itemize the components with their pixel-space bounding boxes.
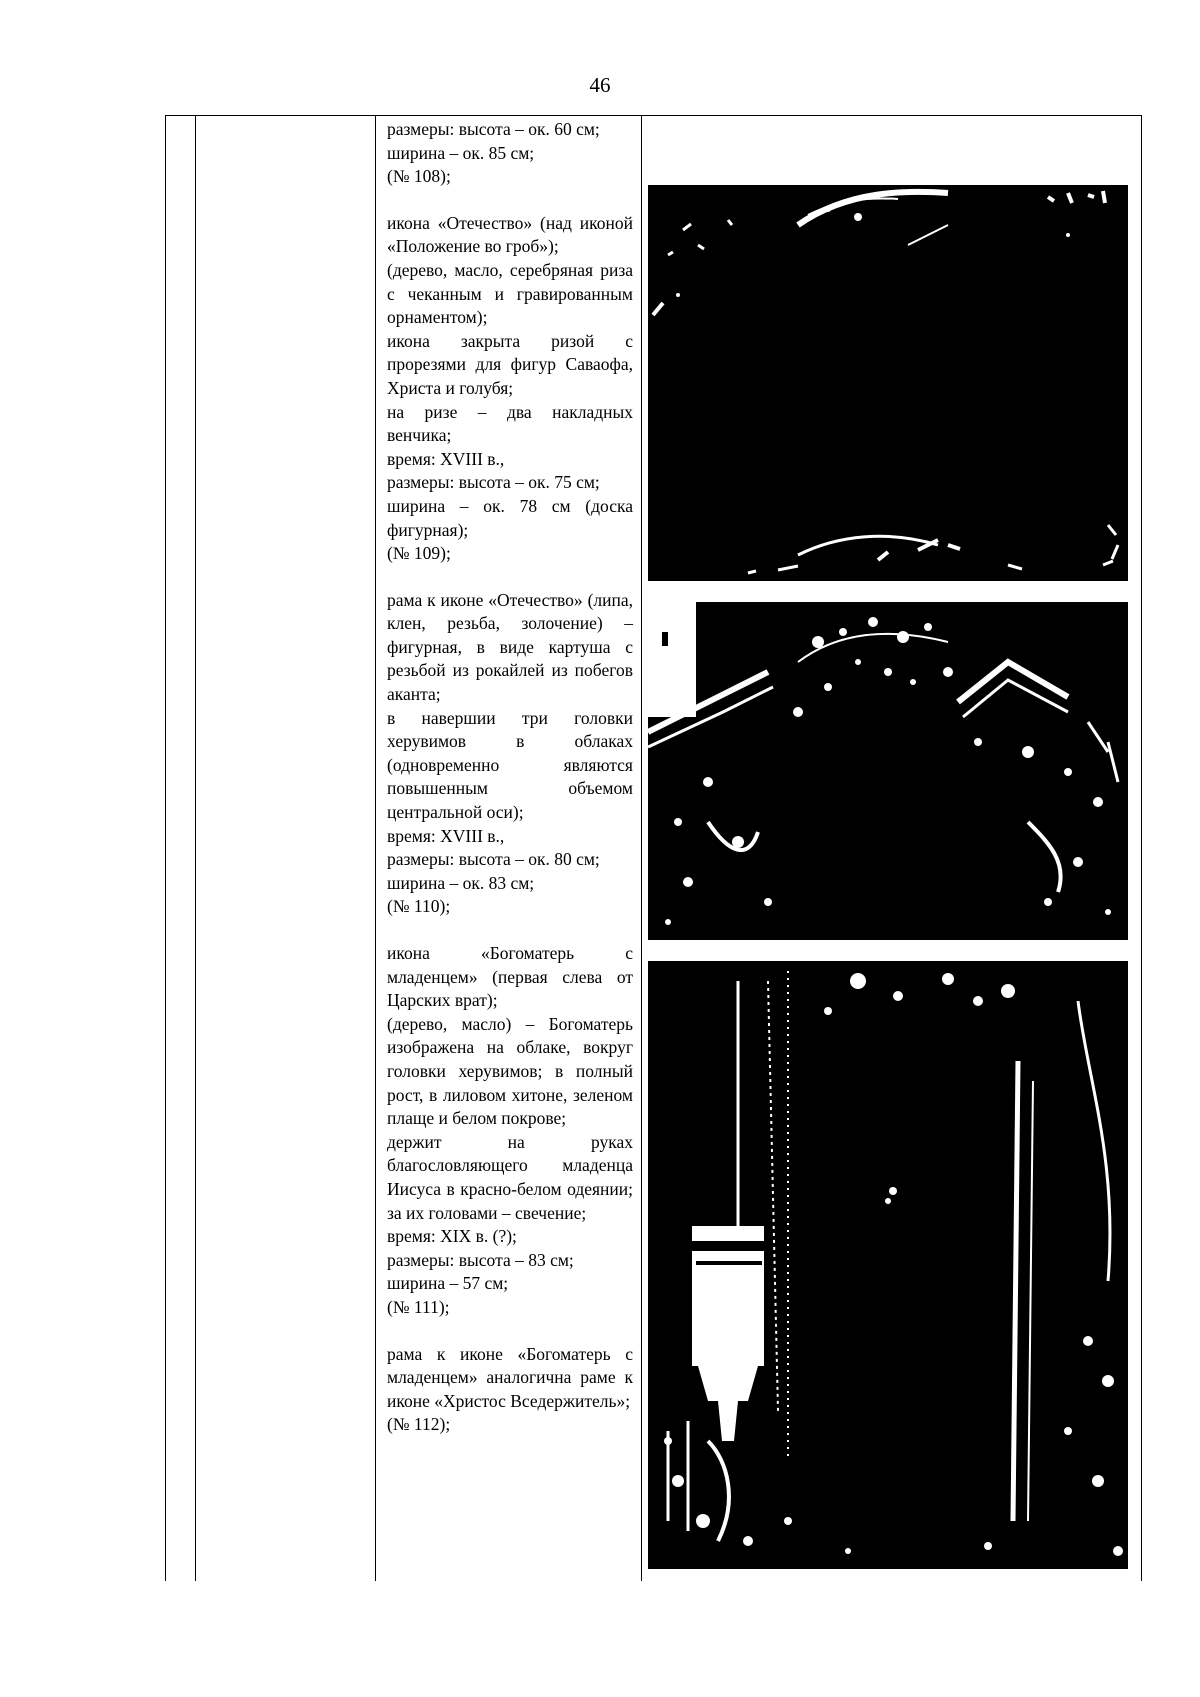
table-left-border [165,115,166,1581]
entry-line: (№ 111); [387,1296,450,1317]
entry-line: на ризе – два накладных венчика; [387,401,633,446]
entry-line: (дерево, масло, серебряная риза с чеканным и гравированным орнаментом); [387,259,633,328]
entry-line: (№ 109); [387,543,451,564]
table-right-border [1141,115,1142,1581]
entry-line: размеры: высота – ок. 60 см; [387,119,600,139]
entry-line: размеры: высота – ок. 75 см; [387,472,600,493]
entry-109 [387,212,633,566]
entry-line: (дерево, масло) – Богоматерь изображена на облаке, вокруг головки херувимов; в полный рост, в лиловом хитоне, зеленом плаще и белом покрове; [387,1013,633,1129]
entry-line: время: XVIII в., [387,448,505,469]
entry-112 [387,1343,633,1437]
entry-line: рама к иконе «Богоматерь с младенцем» аналогична раме к иконе «Христос Вседержитель»; [387,1343,633,1411]
entry-line: размеры: высота – 83 см; [387,1249,574,1270]
entry-108 [387,118,633,189]
entry-line: ширина – ок. 85 см; [387,142,535,163]
page-number: 46 [589,73,611,97]
photo-image [648,961,1128,1569]
entry-line: икона закрыта ризой с прорезями для фигур Саваофа, Христа и голубя; [387,330,633,398]
entry-line: размеры: высота – ок. 80 см; [387,849,600,870]
entry-line: икона «Богоматерь с младенцем» (первая слева от Царских врат); [387,943,633,1011]
icon-bogomater-photo [648,961,1128,1569]
entry-line: ширина – ок. 83 см; [387,872,535,893]
column-divider-1 [195,115,196,1581]
column-divider-3 [641,115,642,1581]
entry-line: время: XVIII в., [387,825,505,846]
entry-line: ширина – 57 см; [387,1273,509,1294]
entry-line: (№ 112); [387,1414,451,1435]
icon-otechestvo-photo [648,185,1128,581]
entry-line: держит на руках благословляющего младенца Иисуса в красно-белом одеянии; за их головами – свечение; [387,1131,633,1223]
entry-110 [387,589,633,919]
entry-line: икона «Отечество» (над иконой «Положение во гроб»); [387,212,633,257]
photo-image [648,185,1128,581]
entry-line: время: XIX в. (?); [387,1226,517,1247]
entry-line: ширина – ок. 78 см (доска фигурная); [387,495,633,540]
frame-otechestvo-photo [648,602,1128,940]
column-divider-2 [375,115,376,1581]
table-top-border [165,115,1142,116]
photo-image [648,602,1128,940]
entry-111 [387,942,633,1320]
entry-line: (№ 108); [387,166,451,187]
description-column [387,118,633,1437]
entry-line: (№ 110); [387,896,451,917]
entry-line: рама к иконе «Отечество» (липа, клен, резьба, золочение) – фигурная, в виде картуша с резьбой из рокайлей из побегов аканта; [387,589,633,705]
entry-line: в навершии три головки херувимов в облаках (одновременно являются повышенным объемом центральной оси); [387,707,633,823]
